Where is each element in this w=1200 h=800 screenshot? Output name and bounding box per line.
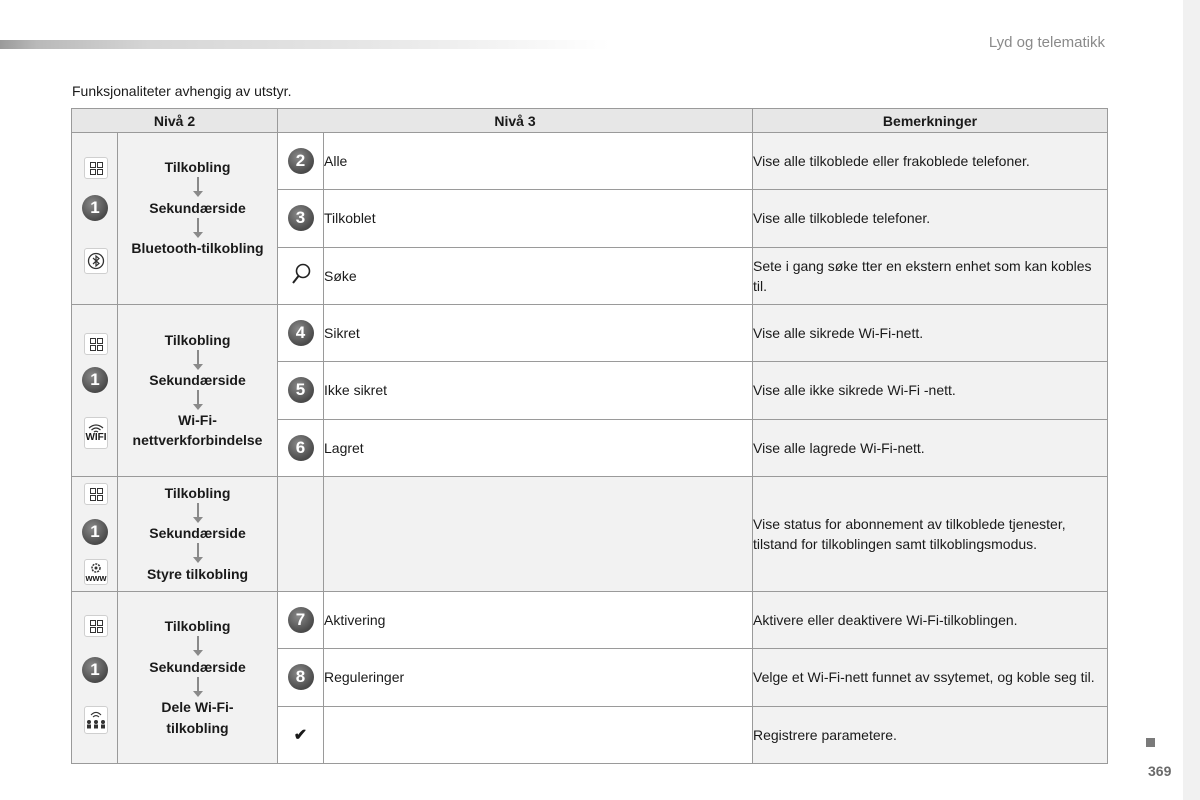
niva2-label-sekundaerside: Sekundærside: [149, 525, 246, 541]
down-arrow-icon: [193, 177, 203, 197]
table-header-row: [72, 109, 1108, 133]
down-arrow-icon: [193, 390, 203, 410]
niva2-label-sekundaerside: Sekundærside: [149, 659, 246, 675]
niva2-label-dele-line1: Dele Wi-Fi-: [161, 699, 234, 715]
niva2-icons-dele: [72, 592, 118, 764]
checkmark-icon: ✔: [293, 726, 308, 744]
niva3-label: Tilkoblet: [324, 190, 753, 247]
search-icon: [290, 273, 312, 289]
niva2-icons-styre: [72, 477, 118, 592]
niva2-path-styre: [118, 477, 278, 592]
intro-text: Funksjonaliteter avhengig av utstyr.: [72, 83, 292, 99]
grid-icon: [84, 483, 108, 505]
step-number-7: 7: [288, 607, 314, 633]
page-marker: [1146, 738, 1155, 747]
niva3-label: Aktivering: [324, 592, 753, 649]
remark: Vise alle sikrede Wi-Fi-nett.: [753, 305, 1108, 362]
remark: Vise alle tilkoblede eller frakoblede telefoner.: [753, 133, 1108, 190]
grid-icon: [84, 157, 108, 179]
step-number-1: 1: [82, 657, 108, 683]
down-arrow-icon: [193, 350, 203, 370]
table-row: [72, 133, 1108, 190]
niva3-label: [324, 706, 753, 763]
header-bemerkninger: Bemerkninger: [753, 109, 1108, 133]
table-row: [72, 477, 1108, 592]
niva2-label-styre: Styre tilkobling: [146, 566, 249, 582]
niva2-label-wifi-line2: nettverkforbindelse: [132, 432, 263, 448]
niva3-marker: [278, 247, 324, 304]
top-decorative-bar: [0, 40, 610, 49]
niva2-icons-wifi: [72, 305, 118, 477]
step-number-6: 6: [288, 435, 314, 461]
grid-icon: [84, 615, 108, 637]
niva3-marker: [278, 133, 324, 190]
niva3-marker: [278, 649, 324, 706]
remark: Registrere parametere.: [753, 706, 1108, 763]
share-people-icon: [84, 706, 108, 734]
niva2-label-tilkobling: Tilkobling: [164, 485, 231, 501]
table-row: [72, 305, 1108, 362]
header-niva3: Nivå 3: [278, 109, 753, 133]
niva3-marker: [278, 305, 324, 362]
down-arrow-icon: [193, 218, 203, 238]
step-number-1: 1: [82, 519, 108, 545]
niva3-label: Søke: [324, 247, 753, 304]
down-arrow-icon: [193, 503, 203, 523]
header-niva2: Nivå 2: [72, 109, 278, 133]
right-margin-strip: [1183, 0, 1200, 800]
niva2-label-bluetooth: Bluetooth-tilkobling: [131, 240, 264, 256]
niva2-label-wifi-line1: Wi-Fi-: [178, 412, 217, 428]
niva3-marker: [278, 419, 324, 476]
bluetooth-icon: [84, 248, 108, 274]
remark: Vise alle ikke sikrede Wi-Fi -nett.: [753, 362, 1108, 419]
niva2-label-dele-line2: tilkobling: [166, 720, 229, 736]
step-number-5: 5: [288, 377, 314, 403]
down-arrow-icon: [193, 543, 203, 563]
remark: Vise alle lagrede Wi-Fi-nett.: [753, 419, 1108, 476]
remark: Aktivere eller deaktivere Wi-Fi-tilkoblingen.: [753, 592, 1108, 649]
remark: Vise status for abonnement av tilkoblede tjenester, tilstand for tilkoblingen samt tilkoblingsmodus.: [753, 477, 1108, 592]
wifi-icon-text: WIFI: [85, 432, 107, 443]
remark: Vise alle tilkoblede telefoner.: [753, 190, 1108, 247]
step-number-1: 1: [82, 367, 108, 393]
niva3-label: Ikke sikret: [324, 362, 753, 419]
grid-icon: [84, 333, 108, 355]
table-row: [72, 592, 1108, 649]
niva3-marker-empty: [278, 477, 324, 592]
niva3-marker: [278, 190, 324, 247]
step-number-8: 8: [288, 664, 314, 690]
niva2-icons-bluetooth: [72, 133, 118, 305]
niva3-label: Lagret: [324, 419, 753, 476]
down-arrow-icon: [193, 677, 203, 697]
niva3-label: Reguleringer: [324, 649, 753, 706]
functions-table: [71, 108, 1108, 764]
www-icon-text: www: [85, 572, 107, 583]
niva3-label: [324, 477, 753, 592]
niva3-label: Sikret: [324, 305, 753, 362]
step-number-2: 2: [288, 148, 314, 174]
section-title: Lyd og telematikk: [988, 34, 1105, 51]
niva3-marker: [278, 706, 324, 763]
step-number-4: 4: [288, 320, 314, 346]
remark: Velge et Wi-Fi-nett funnet av ssytemet, og koble seg til.: [753, 649, 1108, 706]
niva3-marker: [278, 362, 324, 419]
niva2-label-sekundaerside: Sekundærside: [149, 200, 246, 216]
page-number: 369: [1148, 763, 1172, 779]
niva3-marker: [278, 592, 324, 649]
niva3-label: Alle: [324, 133, 753, 190]
niva2-path-dele: [118, 592, 278, 764]
remark: Sete i gang søke tter en ekstern enhet som kan kobles til.: [753, 247, 1108, 304]
www-settings-icon: [84, 559, 108, 585]
step-number-3: 3: [288, 205, 314, 231]
niva2-label-tilkobling: Tilkobling: [164, 332, 231, 348]
step-number-1: 1: [82, 195, 108, 221]
niva2-path-wifi: [118, 305, 278, 477]
niva2-label-tilkobling: Tilkobling: [164, 159, 231, 175]
wifi-icon: [84, 417, 108, 449]
niva2-path-bluetooth: [118, 133, 278, 305]
down-arrow-icon: [193, 636, 203, 656]
niva2-label-sekundaerside: Sekundærside: [149, 372, 246, 388]
niva2-label-tilkobling: Tilkobling: [164, 618, 231, 634]
